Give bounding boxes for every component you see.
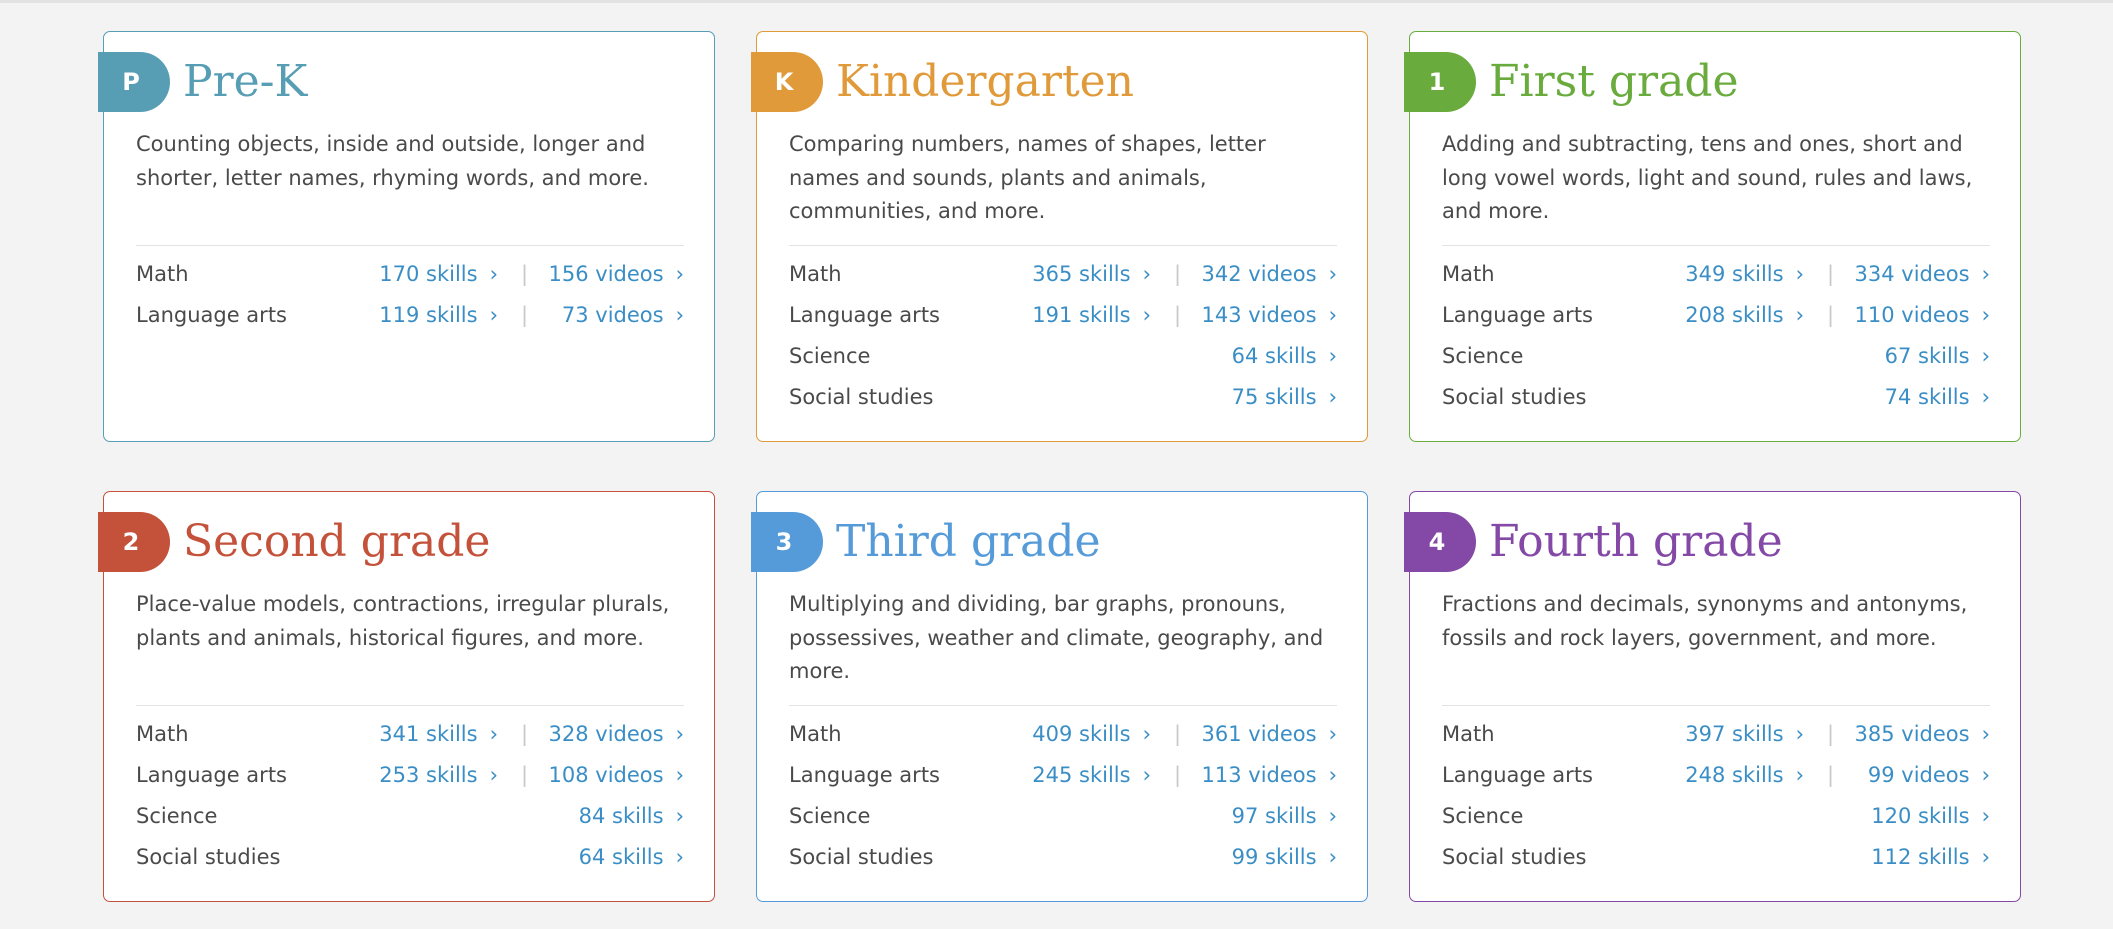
videos-link[interactable] [1855,295,1990,336]
subject-name: Science [1442,804,1524,828]
skills-link[interactable] [379,714,498,755]
grade-badge: P [98,52,170,112]
link-separator: | [1174,722,1182,746]
chevron-right-icon: › [1328,722,1337,746]
videos-link[interactable] [549,714,684,755]
skills-link[interactable] [1032,714,1151,755]
grade-badge: 1 [1404,52,1476,112]
skills-link-label: 248 skills [1685,763,1784,787]
skills-link-label: 67 skills [1884,344,1970,368]
subject-row-social-studies [136,837,684,878]
videos-link-label: 73 videos [561,303,664,327]
grade-badge: 3 [751,512,823,572]
skills-link-label: 75 skills [1231,385,1317,409]
link-separator: | [1827,262,1835,286]
subject-row-math [1442,254,1990,295]
chevron-right-icon: › [1795,262,1804,286]
subject-list [1442,254,1990,418]
chevron-right-icon: › [675,262,684,286]
grade-title[interactable]: Second grade [183,516,491,567]
subject-list [789,714,1337,878]
subject-name: Language arts [1442,763,1593,787]
link-separator: | [521,303,529,327]
subject-row-science [789,796,1337,837]
grade-description: Place-value models, contractions, irregular plurals, plants and animals, historical figures, and more. [136,592,670,650]
skills-link[interactable] [1885,377,1990,418]
chevron-right-icon: › [1142,303,1151,327]
skills-link-label: 253 skills [379,763,478,787]
subject-list [136,254,684,336]
subject-list [789,254,1337,418]
videos-link-label: 108 videos [548,763,664,787]
grade-description: Counting objects, inside and outside, longer and shorter, letter names, rhyming words, and more. [136,132,649,190]
videos-link-label: 99 videos [1867,763,1970,787]
subject-name: Language arts [136,303,287,327]
card-divider [136,245,684,246]
grade-badge: K [751,52,823,112]
chevron-right-icon: › [1981,262,1990,286]
skills-link[interactable] [1685,254,1804,295]
subject-row-math [136,254,684,295]
chevron-right-icon: › [489,763,498,787]
chevron-right-icon: › [489,262,498,286]
subject-row-language-arts [136,295,684,336]
subject-name: Science [1442,344,1524,368]
skills-link[interactable] [379,295,498,336]
grade-card-prek [103,31,715,442]
skills-link[interactable] [1885,336,1990,377]
link-separator: | [1827,763,1835,787]
subject-row-math [1442,714,1990,755]
chevron-right-icon: › [1328,845,1337,869]
subject-row-language-arts [136,755,684,796]
link-separator: | [1174,262,1182,286]
videos-link-label: 342 videos [1201,262,1317,286]
subject-name: Social studies [1442,845,1587,869]
subject-name: Social studies [1442,385,1587,409]
subject-list [136,714,684,878]
videos-link[interactable] [1202,295,1337,336]
chevron-right-icon: › [1981,845,1990,869]
subject-row-language-arts [789,755,1337,796]
chevron-right-icon: › [1981,303,1990,327]
card-divider [1442,705,1990,706]
skills-link[interactable] [579,796,684,837]
chevron-right-icon: › [1328,385,1337,409]
videos-link-label: 110 videos [1854,303,1970,327]
subject-row-science [1442,796,1990,837]
skills-link-label: 170 skills [379,262,478,286]
chevron-right-icon: › [1795,763,1804,787]
videos-link[interactable] [549,755,684,796]
videos-link-label: 385 videos [1854,722,1970,746]
subject-name: Social studies [789,385,934,409]
subject-name: Language arts [136,763,287,787]
subject-row-math [789,254,1337,295]
grade-card-kindergarten [756,31,1368,442]
chevron-right-icon: › [1981,385,1990,409]
grade-description: Multiplying and dividing, bar graphs, pronouns, possessives, weather and climate, geography, and more. [789,592,1324,684]
subject-name: Math [789,722,842,746]
skills-link-label: 365 skills [1032,262,1131,286]
chevron-right-icon: › [1142,763,1151,787]
skills-link[interactable] [1232,336,1337,377]
grade-description: Fractions and decimals, synonyms and antonyms, fossils and rock layers, government, and more. [1442,592,1968,650]
subject-row-language-arts [789,295,1337,336]
grade-description: Comparing numbers, names of shapes, letter names and sounds, plants and animals, communities, and more. [789,132,1266,224]
videos-link[interactable] [1855,714,1990,755]
subject-row-science [136,796,684,837]
skills-link[interactable] [1685,714,1804,755]
chevron-right-icon: › [1328,763,1337,787]
videos-link[interactable] [562,295,684,336]
skills-link-label: 349 skills [1685,262,1784,286]
subject-row-social-studies [1442,837,1990,878]
skills-link[interactable] [379,254,498,295]
skills-link[interactable] [1685,755,1804,796]
videos-link-label: 113 videos [1201,763,1317,787]
videos-link[interactable] [1868,755,1990,796]
grade-badge: 4 [1404,512,1476,572]
subject-row-social-studies [1442,377,1990,418]
skills-link[interactable] [1871,796,1990,837]
card-divider [789,705,1337,706]
chevron-right-icon: › [1142,262,1151,286]
skills-link[interactable] [1232,837,1337,878]
subject-row-language-arts [1442,755,1990,796]
grade-card-third [756,491,1368,902]
skills-link[interactable] [1032,755,1151,796]
skills-link-label: 409 skills [1032,722,1131,746]
subject-name: Science [789,804,871,828]
chevron-right-icon: › [489,303,498,327]
grade-title[interactable]: First grade [1489,56,1739,107]
link-separator: | [521,763,529,787]
subject-row-social-studies [789,377,1337,418]
skills-link-label: 99 skills [1231,845,1317,869]
subject-name: Social studies [136,845,281,869]
skills-link[interactable] [1032,295,1151,336]
skills-link-label: 84 skills [578,804,664,828]
chevron-right-icon: › [675,845,684,869]
grade-card-fourth [1409,491,2021,902]
subject-row-science [1442,336,1990,377]
link-separator: | [1827,303,1835,327]
card-divider [1442,245,1990,246]
link-separator: | [1827,722,1835,746]
skills-link-label: 74 skills [1884,385,1970,409]
chevron-right-icon: › [1328,303,1337,327]
subject-list [1442,714,1990,878]
grade-card-first [1409,31,2021,442]
chevron-right-icon: › [675,804,684,828]
skills-link[interactable] [1685,295,1804,336]
skills-link[interactable] [1232,377,1337,418]
skills-link[interactable] [1871,837,1990,878]
subject-name: Social studies [789,845,934,869]
chevron-right-icon: › [1981,804,1990,828]
chevron-right-icon: › [1981,763,1990,787]
videos-link[interactable] [1202,755,1337,796]
subject-row-science [789,336,1337,377]
grade-badge: 2 [98,512,170,572]
chevron-right-icon: › [1328,262,1337,286]
skills-link[interactable] [579,837,684,878]
skills-link-label: 64 skills [1231,344,1317,368]
skills-link-label: 97 skills [1231,804,1317,828]
link-separator: | [1174,763,1182,787]
subject-name: Math [1442,722,1495,746]
skills-link-label: 341 skills [379,722,478,746]
link-separator: | [521,722,529,746]
subject-name: Science [136,804,218,828]
subject-row-math [789,714,1337,755]
videos-link[interactable] [1202,714,1337,755]
skills-link-label: 397 skills [1685,722,1784,746]
chevron-right-icon: › [675,763,684,787]
skills-link-label: 245 skills [1032,763,1131,787]
grade-title[interactable]: Third grade [836,516,1101,567]
subject-row-math [136,714,684,755]
chevron-right-icon: › [675,303,684,327]
link-separator: | [1174,303,1182,327]
subject-name: Math [1442,262,1495,286]
subject-row-language-arts [1442,295,1990,336]
grade-title[interactable]: Fourth grade [1489,516,1783,567]
subject-name: Math [136,722,189,746]
chevron-right-icon: › [1328,344,1337,368]
grade-title[interactable]: Pre-K [183,56,308,107]
subject-name: Language arts [789,763,940,787]
subject-name: Language arts [1442,303,1593,327]
chevron-right-icon: › [675,722,684,746]
chevron-right-icon: › [1981,344,1990,368]
skills-link-label: 119 skills [379,303,478,327]
skills-link-label: 120 skills [1871,804,1970,828]
card-divider [136,705,684,706]
videos-link[interactable] [1855,254,1990,295]
grade-title[interactable]: Kindergarten [836,56,1135,107]
skills-link-label: 191 skills [1032,303,1131,327]
skills-link-label: 64 skills [578,845,664,869]
chevron-right-icon: › [1328,804,1337,828]
grade-description: Adding and subtracting, tens and ones, short and long vowel words, light and sound, rules and laws, and more. [1442,132,1973,224]
chevron-right-icon: › [1795,303,1804,327]
chevron-right-icon: › [489,722,498,746]
skills-link-label: 208 skills [1685,303,1784,327]
skills-link-label: 112 skills [1871,845,1970,869]
subject-name: Language arts [789,303,940,327]
subject-name: Science [789,344,871,368]
chevron-right-icon: › [1981,722,1990,746]
subject-name: Math [789,262,842,286]
skills-link[interactable] [1232,796,1337,837]
chevron-right-icon: › [1795,722,1804,746]
videos-link[interactable] [1202,254,1337,295]
skills-link[interactable] [1032,254,1151,295]
skills-link[interactable] [379,755,498,796]
grade-card-second [103,491,715,902]
videos-link-label: 156 videos [548,262,664,286]
videos-link-label: 361 videos [1201,722,1317,746]
subject-row-social-studies [789,837,1337,878]
videos-link-label: 328 videos [548,722,664,746]
subject-name: Math [136,262,189,286]
videos-link[interactable] [549,254,684,295]
chevron-right-icon: › [1142,722,1151,746]
card-divider [789,245,1337,246]
videos-link-label: 143 videos [1201,303,1317,327]
videos-link-label: 334 videos [1854,262,1970,286]
link-separator: | [521,262,529,286]
